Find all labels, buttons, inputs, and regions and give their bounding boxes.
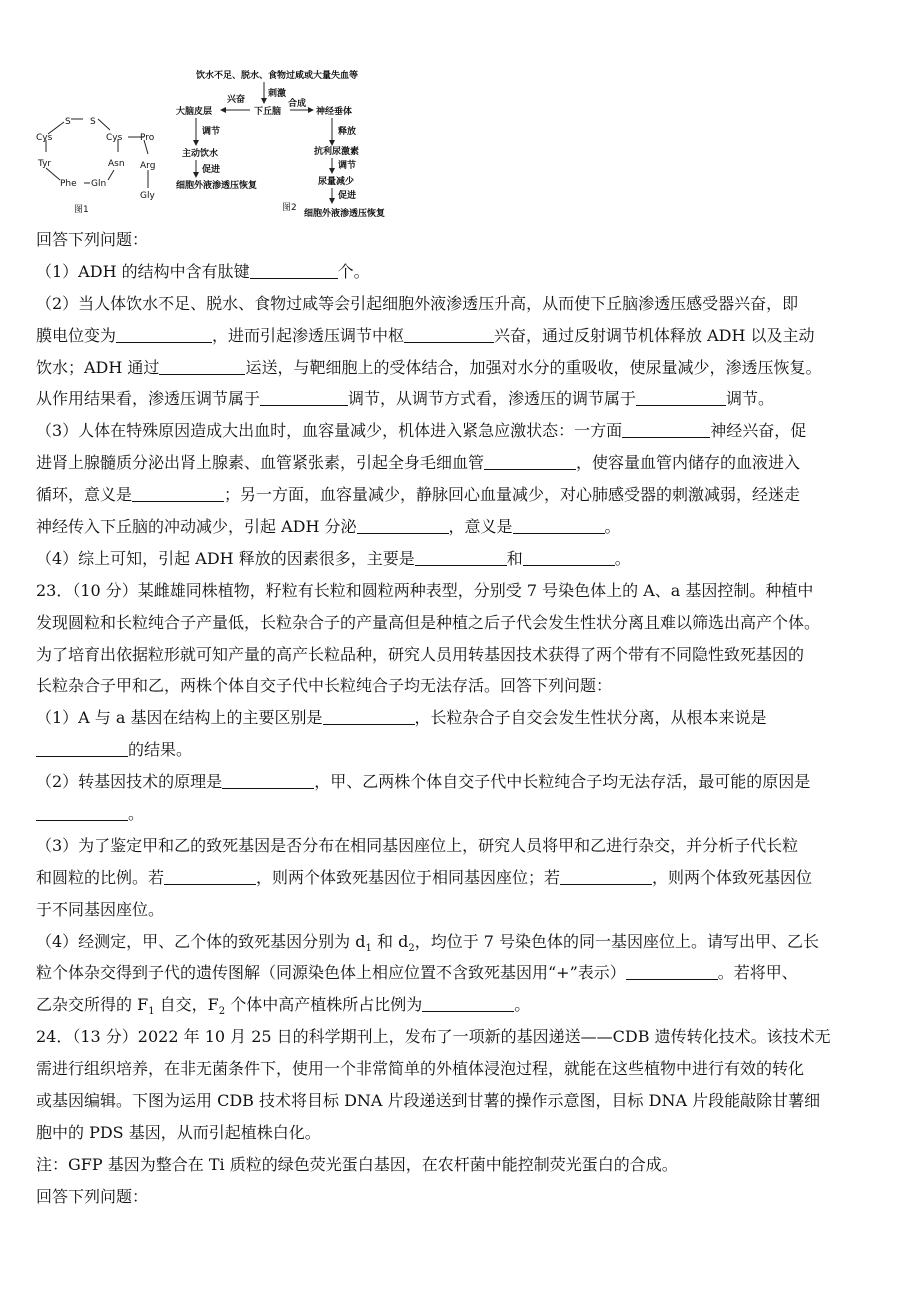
line-14: 为了培育出依据粒形就可知产量的高产长粒品种，研究人员用转基因技术获得了两个带有不同隐性致死基因的 [36,644,805,664]
fig2-pituitary: 神经垂体 [316,107,353,117]
line-12: 23．（10 分）某雌雄同株植物，籽粒有长粒和圆粒两种表型，分别受 7 号染色体上的 A、a 基因控制。种植中 [36,580,814,600]
fig1-res-tyr: Tyr [38,159,52,169]
answer-blank[interactable] [523,550,615,566]
fig2-urine: 尿量减少 [318,177,355,187]
line-10: 神经传入下丘脑的冲动减少，引起 ADH 分泌 ，意义是 。 [36,517,621,537]
fig2-release: 释放 [338,127,357,137]
line-22: 于不同基因座位。 [36,899,165,919]
line-8: 进肾上腺髓质分泌出肾上腺素、血管紧张素，引起全身毛细血管 ，使容量血管内储存的血液进入 [36,453,801,473]
line-15: 长粒杂合子甲和乙，两株个体自交子代中长粒纯合子均无法存活。回答下列问题： [36,676,613,696]
answer-blank[interactable] [132,486,224,502]
fig1-peptide [36,117,155,215]
line-31: 回答下列问题： [36,1186,149,1206]
fig1-bridge-s2: S [90,117,96,127]
line-19: 。 [36,798,868,830]
fig1-res-asn: Asn [108,159,125,169]
fig2-recover-left: 细胞外液渗透压恢复 [176,181,258,191]
fig2-drink: 主动饮水 [182,149,219,159]
fig2-excite: 兴奋 [227,95,246,105]
line-20: （3）为了鉴定甲和乙的致死基因是否分布在相同基因座位上，研究人员将甲和乙进行杂交，并分析子代长粒 [36,835,799,855]
answer-blank[interactable] [36,805,128,821]
answer-blank[interactable] [415,550,507,566]
fig1-res-cys1: Cys [36,133,53,143]
answer-blank[interactable] [636,390,726,406]
line-11: （4）综上可知，引起 ADH 释放的因素很多，主要是 和 。 [36,548,631,568]
line-25: 乙杂交所得的 $F_1$ 自交，$F_2$ 个体中高产植株所占比例为 。 [36,995,531,1018]
answer-blank[interactable] [560,869,652,885]
line-5: 饮水；ADH 通过 运送，与靶细胞上的受体结合，加强对水分的重吸收，使尿量减少，渗透压恢复。 [36,357,822,377]
answer-blank[interactable] [116,327,212,343]
line-16: （1）A 与 a 基因在结构上的主要区别是 ，长粒杂合子自交会发生性状分离，从根本来说是 [36,708,767,728]
fig1-res-arg: Arg [140,161,156,171]
fig2-regulate-left: 调节 [202,127,221,137]
fig2-hypothalamus: 下丘脑 [254,107,282,117]
answer-blank[interactable] [323,709,415,725]
fig2-top: 饮水不足、脱水、食物过咸或大量失血等 [196,71,359,81]
answer-blank[interactable] [513,518,605,534]
line-2: （1）ADH 的结构中含有肽键 个。 [36,261,370,281]
fig2-promote-left: 促进 [202,165,221,175]
line-17: 的结果。 [36,734,868,766]
fig1-res-cys2: Cys [106,133,123,143]
answer-blank[interactable] [404,327,494,343]
line-13: 发现圆粒和长粒纯合子产量低，长粒杂合子的产量高但是种植之后子代会发生性状分离且难以筛选出高产个体。 [36,612,821,632]
answer-blank[interactable] [250,263,338,279]
fig1-res-gln: Gln [91,179,107,189]
line-18: （2）转基因技术的原理是 ，甲、乙两株个体自交子代中长粒纯合子均无法存活，最可能的原因是 [36,772,811,792]
fig2-adh: 抗利尿激素 [314,147,360,157]
fig1-bridge-s1: S [65,117,71,127]
fig2-regulate-right: 调节 [338,161,357,171]
fig2-caption: 图2 [282,203,297,213]
fig2-recover-right: 细胞外液渗透压恢复 [304,209,386,219]
line-30: 注：GFP 基因为整合在 Ti 质粒的绿色荧光蛋白基因，在农杆菌中能控制荧光蛋白的合成。 [36,1154,678,1174]
line-27: 需进行组织培养，在非无菌条件下，使用一个非常简单的外植体浸泡过程，就能在这些植物中进行有效的转化 [36,1059,805,1079]
line-29: 胞中的 PDS 基因，从而引起植株白化。 [36,1122,321,1142]
line-26: 24．（13 分）2022 年 10 月 25 日的科学期刊上，发布了一项新的基因递送——CDB 遗传转化技术。该技术无 [36,1027,831,1047]
answer-blank[interactable] [159,359,245,375]
answer-blank[interactable] [357,518,449,534]
answer-blank[interactable] [260,390,348,406]
figure-adh [36,62,416,220]
line-3: （2）当人体饮水不足、脱水、食物过咸等会引起细胞外液渗透压升高，从而使下丘脑渗透压感受器兴奋，即 [36,293,799,313]
fig1-res-phe: Phe [60,179,77,189]
answer-blank[interactable] [484,454,576,470]
answer-blank[interactable] [626,964,718,980]
answer-blank[interactable] [622,422,710,438]
line-4: 膜电位变为 ，进而引起渗透压调节中枢 兴奋，通过反射调节机体释放 ADH 以及主动 [36,325,815,345]
answer-blank[interactable] [164,869,256,885]
adh-diagram [36,62,416,220]
fig2-stimulate: 刺激 [268,89,287,99]
fig2-flow [176,69,385,219]
line-24: 粒个体杂交得到子代的遗传图解（同源染色体上相应位置不含致死基因用“+”表示） 。若将甲、 [36,963,798,983]
line-28: 或基因编辑。下图为运用 CDB 技术将目标 DNA 片段递送到甘薯的操作示意图，目标 DNA 片段能敲除甘薯细 [36,1091,821,1111]
line-7: （3）人体在特殊原因造成大出血时，血容量减少，机体进入紧急应激状态：一方面 神经兴奋，促 [36,421,807,441]
line-23: （4）经测定，甲、乙个体的致死基因分别为 $d_1$ 和 $d_2$，均位于 7 号染色体的同一基因座位上。请写出甲、乙长 [36,931,820,954]
fig1-res-pro: Pro [140,133,155,143]
fig1-caption: 图1 [74,205,89,215]
fig1-res-gly: Gly [140,191,155,201]
fig2-cortex: 大脑皮层 [176,107,213,117]
answer-blank[interactable] [222,773,314,789]
line-6: 从作用结果看，渗透压调节属于 调节，从调节方式看，渗透压的调节属于 调节。 [36,389,775,409]
line-1 [36,224,868,256]
answer-prompt: 回答下列问题： [36,230,149,249]
line-9: 循环，意义是 ；另一方面，血容量减少，静脉回心血量减少，对心肺感受器的刺激减弱，经迷走 [36,485,801,505]
fig2-promote-right: 促进 [338,191,357,201]
fig2-synthesize: 合成 [288,99,307,109]
question-text [36,224,868,1213]
line-21: 和圆粒的比例。若 ，则两个体致死基因位于相同基因座位；若 ，则两个体致死基因位 [36,867,813,887]
answer-blank[interactable] [36,741,128,757]
answer-blank[interactable] [422,996,514,1012]
